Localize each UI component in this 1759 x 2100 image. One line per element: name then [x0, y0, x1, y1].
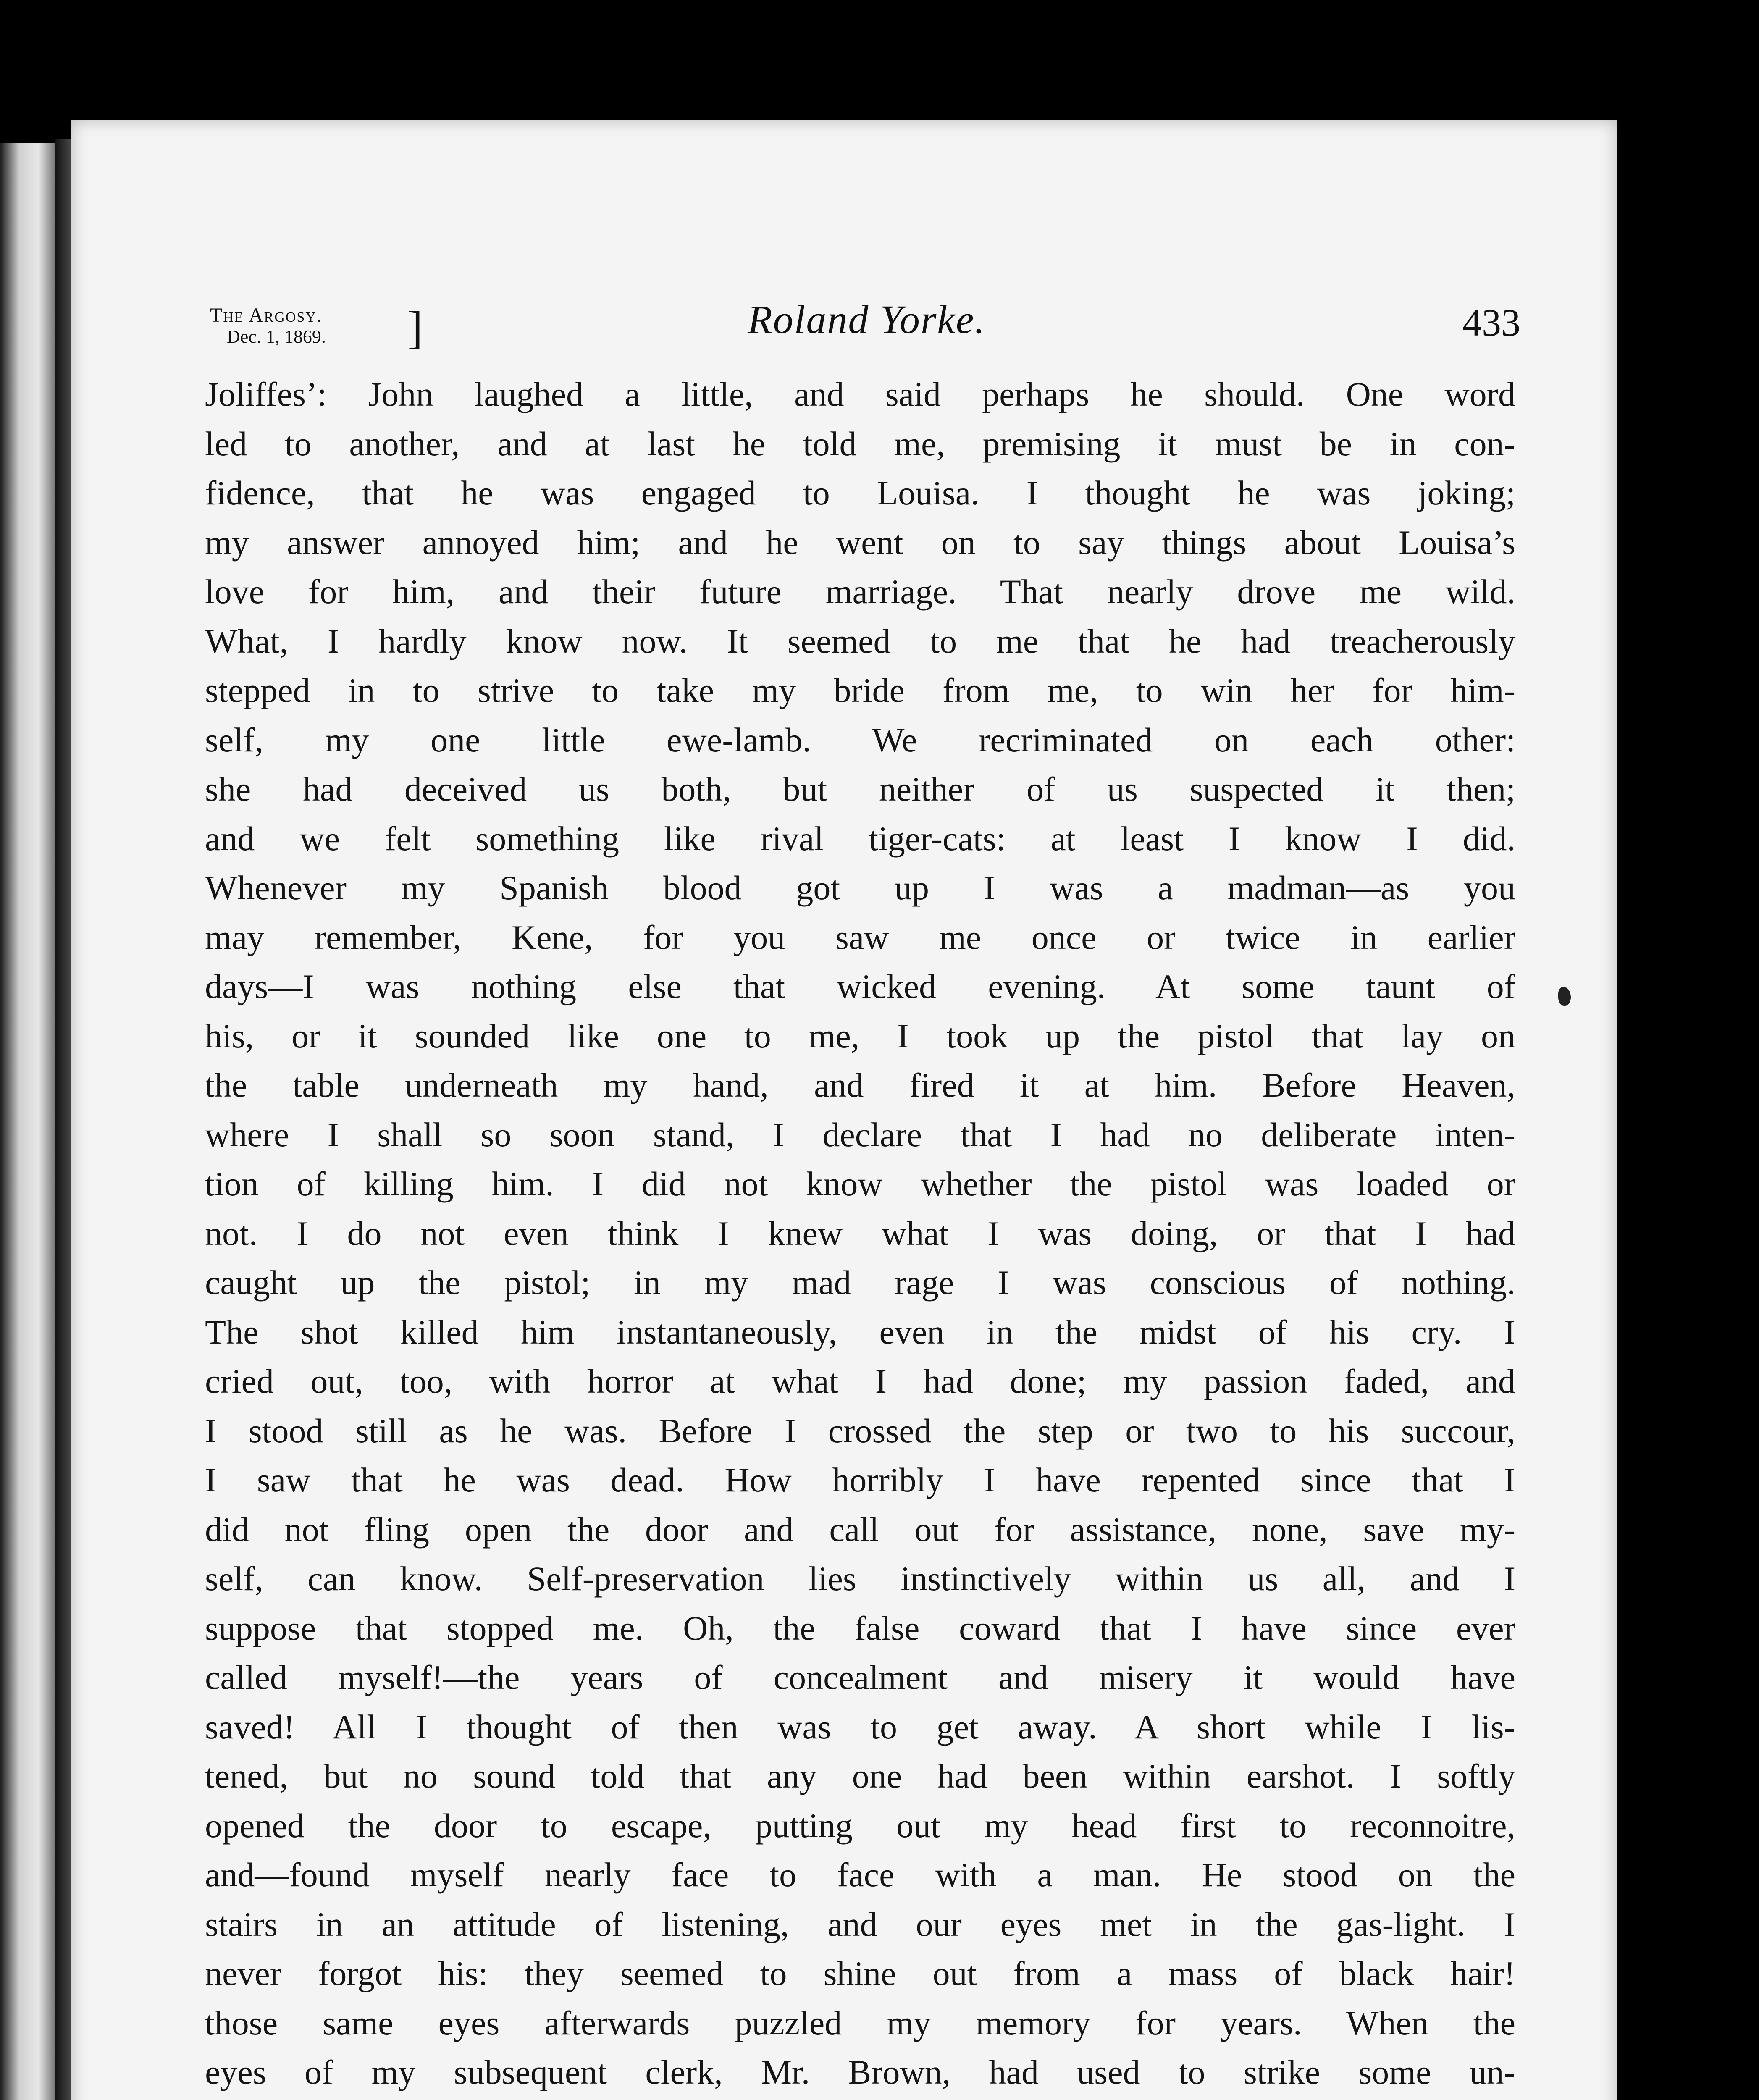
text-line: stairs in an attitude of listening, and our eyes met in the gas-light. I — [205, 1905, 1515, 1943]
body-text — [205, 370, 1515, 2100]
text-line: the table underneath my hand, and fired it at him. Before Heaven, — [205, 1066, 1515, 1104]
text-line: caught up the pistol; in my mad rage I was conscious of nothing. — [205, 1263, 1515, 1302]
text-line: suppose that stopped me. Oh, the false coward that I have since ever — [205, 1609, 1515, 1647]
text-line: I stood still as he was. Before I crossed the step or two to his succour, — [205, 1411, 1515, 1450]
text-line: saved! All I thought of then was to get away. A short while I lis- — [205, 1707, 1515, 1746]
page-header — [210, 296, 1520, 359]
text-line: What, I hardly know now. It seemed to me that he had treacherously — [205, 622, 1515, 660]
text-line: self, can know. Self-preservation lies instinctively within us all, and I — [205, 1559, 1515, 1598]
text-line: and—found myself nearly face to face with a man. He stood on the — [205, 1856, 1515, 1894]
text-line — [205, 2097, 1515, 2100]
text-line: fidence, that he was engaged to Louisa. I thought he was joking; — [205, 474, 1515, 512]
issue-date: Dec. 1, 1869. — [227, 326, 326, 347]
facing-page-edge — [0, 143, 55, 2100]
text-line: those same eyes afterwards puzzled my memory for years. When the — [205, 2003, 1515, 2042]
page-number: 433 — [1462, 301, 1520, 344]
text-line: self, my one little ewe-lamb. We recriminated on each other: — [205, 720, 1515, 759]
text-line: and we felt something like rival tiger-cats: at least I know I did. — [205, 819, 1515, 858]
text-line: my answer annoyed him; and he went on to say things about Louisa’s — [205, 523, 1515, 562]
text-line: eyes of my subsequent clerk, Mr. Brown, had used to strike some un- — [205, 2053, 1515, 2091]
journal-name: The Argosy. — [210, 304, 323, 326]
running-title: Roland Yorke. — [748, 297, 986, 342]
text-line: opened the door to escape, putting out my head first to reconnoitre, — [205, 1806, 1515, 1845]
text-line: cried out, too, with horror at what I had done; my passion faded, and — [205, 1362, 1515, 1400]
margin-speck — [1558, 987, 1571, 1006]
text-line: Whenever my Spanish blood got up I was a madman—as you — [205, 869, 1515, 907]
masthead — [210, 304, 326, 347]
text-line: tion of killing him. I did not know whether the pistol was loaded or — [205, 1165, 1515, 1203]
text-line: she had deceived us both, but neither of us suspected it then; — [205, 770, 1515, 808]
text-line: never forgot his: they seemed to shine out from a mass of black hair! — [205, 1954, 1515, 1992]
text-line: his, or it sounded like one to me, I took up the pistol that lay on — [205, 1016, 1515, 1055]
text-line: may remember, Kene, for you saw me once or twice in earlier — [205, 918, 1515, 956]
masthead-bracket: ] — [407, 302, 423, 353]
text-line: did not fling open the door and call out for assistance, none, save my- — [205, 1510, 1515, 1549]
text-line: Joliffes’: John laughed a little, and said perhaps he should. One word — [205, 375, 1515, 413]
text-line: not. I do not even think I knew what I was doing, or that I had — [205, 1214, 1515, 1252]
text-line: love for him, and their future marriage. That nearly drove me wild. — [205, 572, 1515, 611]
text-line: where I shall so soon stand, I declare that I had no deliberate inten- — [205, 1115, 1515, 1154]
text-line: led to another, and at last he told me, premising it must be in con- — [205, 424, 1515, 463]
text-line: called myself!—the years of concealment and misery it would have — [205, 1658, 1515, 1696]
text-line: stepped in to strive to take my bride from me, to win her for him- — [205, 671, 1515, 709]
text-line: I saw that he was dead. How horribly I have repented since that I — [205, 1461, 1515, 1499]
text-line: tened, but no sound told that any one had been within earshot. I softly — [205, 1757, 1515, 1795]
text-line: The shot killed him instantaneously, even in the midst of his cry. I — [205, 1312, 1515, 1351]
text-line: days—I was nothing else that wicked evening. At some taunt of — [205, 967, 1515, 1005]
